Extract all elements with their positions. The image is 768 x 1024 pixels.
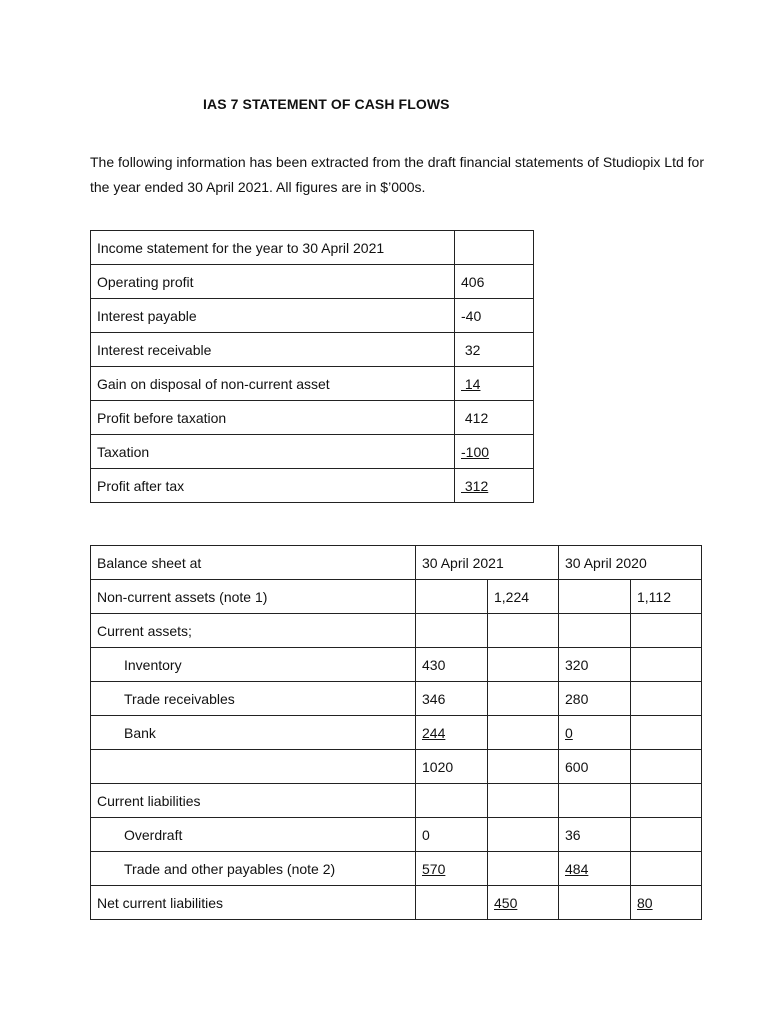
balance-cell <box>488 614 559 648</box>
balance-label: Current assets; <box>91 614 416 648</box>
balance-cell <box>631 716 702 750</box>
balance-header: Balance sheet at <box>91 546 416 580</box>
balance-cell: 0 <box>559 716 631 750</box>
balance-cell <box>416 614 488 648</box>
income-label: Operating profit <box>91 265 455 299</box>
balance-cell: 1020 <box>416 750 488 784</box>
document-title: IAS 7 STATEMENT OF CASH FLOWS <box>203 96 450 112</box>
table-row <box>91 469 534 503</box>
intro-line-1: The following information has been extracted from the draft financial statements of Studiopix Ltd for <box>90 154 704 170</box>
intro-paragraph <box>90 150 710 200</box>
balance-cell <box>488 648 559 682</box>
balance-label: Trade and other payables (note 2) <box>91 852 416 886</box>
balance-cell: 1,224 <box>488 580 559 614</box>
balance-cell: 430 <box>416 648 488 682</box>
balance-cell <box>488 716 559 750</box>
balance-cell: 450 <box>488 886 559 920</box>
balance-cell <box>559 784 631 818</box>
table-row <box>91 716 702 750</box>
balance-cell <box>488 750 559 784</box>
balance-cell <box>488 682 559 716</box>
table-row <box>91 784 702 818</box>
balance-cell <box>631 784 702 818</box>
balance-cell: 600 <box>559 750 631 784</box>
balance-cell <box>559 886 631 920</box>
balance-cell <box>631 682 702 716</box>
balance-label: Inventory <box>91 648 416 682</box>
balance-cell: 346 <box>416 682 488 716</box>
balance-cell <box>631 648 702 682</box>
income-label: Profit before taxation <box>91 401 455 435</box>
income-label: Taxation <box>91 435 455 469</box>
table-row <box>91 265 534 299</box>
balance-label: Bank <box>91 716 416 750</box>
balance-cell <box>416 784 488 818</box>
table-row <box>91 401 534 435</box>
balance-cell: 36 <box>559 818 631 852</box>
income-header-value <box>455 231 534 265</box>
income-value: 32 <box>455 333 534 367</box>
table-row <box>91 648 702 682</box>
balance-label: Overdraft <box>91 818 416 852</box>
balance-cell <box>488 818 559 852</box>
income-value: -100 <box>455 435 534 469</box>
intro-line-2: the year ended 30 April 2021. All figures are in $’000s. <box>90 179 426 195</box>
table-row <box>91 333 534 367</box>
table-row <box>91 580 702 614</box>
income-statement-table <box>90 230 534 503</box>
balance-cell: 244 <box>416 716 488 750</box>
table-row <box>91 818 702 852</box>
income-value: 412 <box>455 401 534 435</box>
balance-cell <box>631 614 702 648</box>
balance-cell: 320 <box>559 648 631 682</box>
balance-cell: 1,112 <box>631 580 702 614</box>
balance-cell <box>488 784 559 818</box>
table-row <box>91 750 702 784</box>
col-header-2021: 30 April 2021 <box>416 546 559 580</box>
balance-cell <box>631 852 702 886</box>
balance-cell: 0 <box>416 818 488 852</box>
balance-cell <box>416 580 488 614</box>
table-row <box>91 231 534 265</box>
balance-cell: 280 <box>559 682 631 716</box>
balance-cell: 80 <box>631 886 702 920</box>
balance-cell <box>488 852 559 886</box>
table-row <box>91 614 702 648</box>
table-row <box>91 886 702 920</box>
income-label: Interest payable <box>91 299 455 333</box>
balance-label: Non-current assets (note 1) <box>91 580 416 614</box>
income-header: Income statement for the year to 30 April 2021 <box>91 231 455 265</box>
balance-cell <box>416 886 488 920</box>
balance-label: Trade receivables <box>91 682 416 716</box>
income-value: 406 <box>455 265 534 299</box>
balance-label <box>91 750 416 784</box>
income-label: Profit after tax <box>91 469 455 503</box>
balance-cell: 570 <box>416 852 488 886</box>
income-label: Interest receivable <box>91 333 455 367</box>
table-row <box>91 435 534 469</box>
income-value: -40 <box>455 299 534 333</box>
table-row <box>91 682 702 716</box>
balance-label: Current liabilities <box>91 784 416 818</box>
balance-cell: 484 <box>559 852 631 886</box>
balance-cell <box>631 818 702 852</box>
table-row <box>91 367 534 401</box>
balance-cell <box>559 614 631 648</box>
balance-sheet-table <box>90 545 702 920</box>
balance-label: Net current liabilities <box>91 886 416 920</box>
income-label: Gain on disposal of non-current asset <box>91 367 455 401</box>
table-row <box>91 546 702 580</box>
income-value: 312 <box>455 469 534 503</box>
table-row <box>91 299 534 333</box>
col-header-2020: 30 April 2020 <box>559 546 702 580</box>
table-row <box>91 852 702 886</box>
balance-cell <box>631 750 702 784</box>
income-value: 14 <box>455 367 534 401</box>
balance-cell <box>559 580 631 614</box>
